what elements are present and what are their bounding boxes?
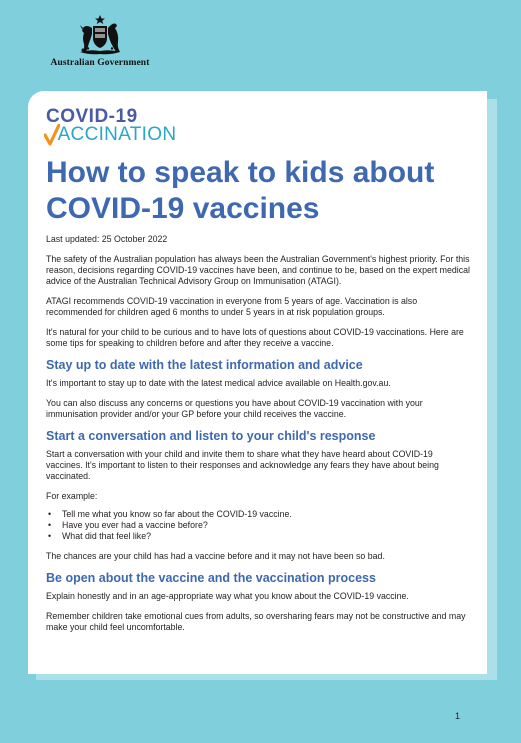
section-heading-3: Be open about the vaccine and the vaccination process <box>46 571 376 585</box>
section-2-closing: The chances are your child has had a vaccine before and it may not have been so bad. <box>46 551 385 561</box>
logo-line-2 <box>46 124 176 146</box>
list-item: • Tell me what you know so far about the COVID-19 vaccine. <box>46 509 471 520</box>
page-title: How to speak to kids about COVID-19 vaccines <box>46 156 435 225</box>
section-heading-2: Start a conversation and listen to your child's response <box>46 429 376 443</box>
logo-line-1: COVID-19 <box>46 106 138 127</box>
section-3-paragraph-1: Explain honestly and in an age-appropriate way what you know about the COVID-19 vaccine. <box>46 591 409 601</box>
government-name: Australian Government <box>50 58 150 68</box>
intro-paragraph-2: ATAGI recommends COVID-19 vaccination in everyone from 5 years of age. Vaccination is also recommended for children aged 6 months to under 5 years in at risk population groups. <box>46 296 418 317</box>
section-1-paragraph-2: You can also discuss any concerns or questions you have about COVID-19 vaccination with your immunisation provider and/or your GP before your child receives the vaccine. <box>46 398 423 419</box>
intro-paragraph-1: The safety of the Australian population has always been the Australian Government's highest priority. For this reason, decisions regarding COVID-19 vaccines have been, and continue to be, based on the expert medical advice of the Australian Technical Advisory Group on Immunisation (ATAGI). <box>46 254 470 286</box>
last-updated: Last updated: 25 October 2022 <box>46 234 168 244</box>
section-1-paragraph-1: It's important to stay up to date with the latest medical advice available on Health.gov.au. <box>46 378 391 388</box>
section-2-paragraph-1: Start a conversation with your child and invite them to share what they have heard about COVID-19 vaccines. It's important to listen to their responses and acknowledge any fears they have about being vaccinated. <box>46 449 439 481</box>
section-heading-1: Stay up to date with the latest information and advice <box>46 358 363 372</box>
section-3-paragraph-2: Remember children take emotional cues from adults, so oversharing fears may not be constructive and may make your child feel uncomfortable. <box>46 611 466 632</box>
section-2-paragraph-2: For example: <box>46 491 98 501</box>
list-item: • Have you ever had a vaccine before? <box>46 520 471 531</box>
government-header <box>0 14 200 68</box>
list-item: • What did that feel like? <box>46 531 471 542</box>
coat-of-arms-icon <box>74 14 126 56</box>
example-questions-list <box>46 509 471 542</box>
logo-line-2-text: ACCINATION <box>57 124 177 145</box>
document-content <box>46 103 471 633</box>
covid-vaccination-logo <box>46 103 196 149</box>
intro-paragraph-3: It's natural for your child to be curious and to have lots of questions about COVID-19 vaccinations. Here are some tips for speaking to children before and after they receive a vaccine. <box>46 327 464 348</box>
page-number: 1 <box>455 711 461 721</box>
